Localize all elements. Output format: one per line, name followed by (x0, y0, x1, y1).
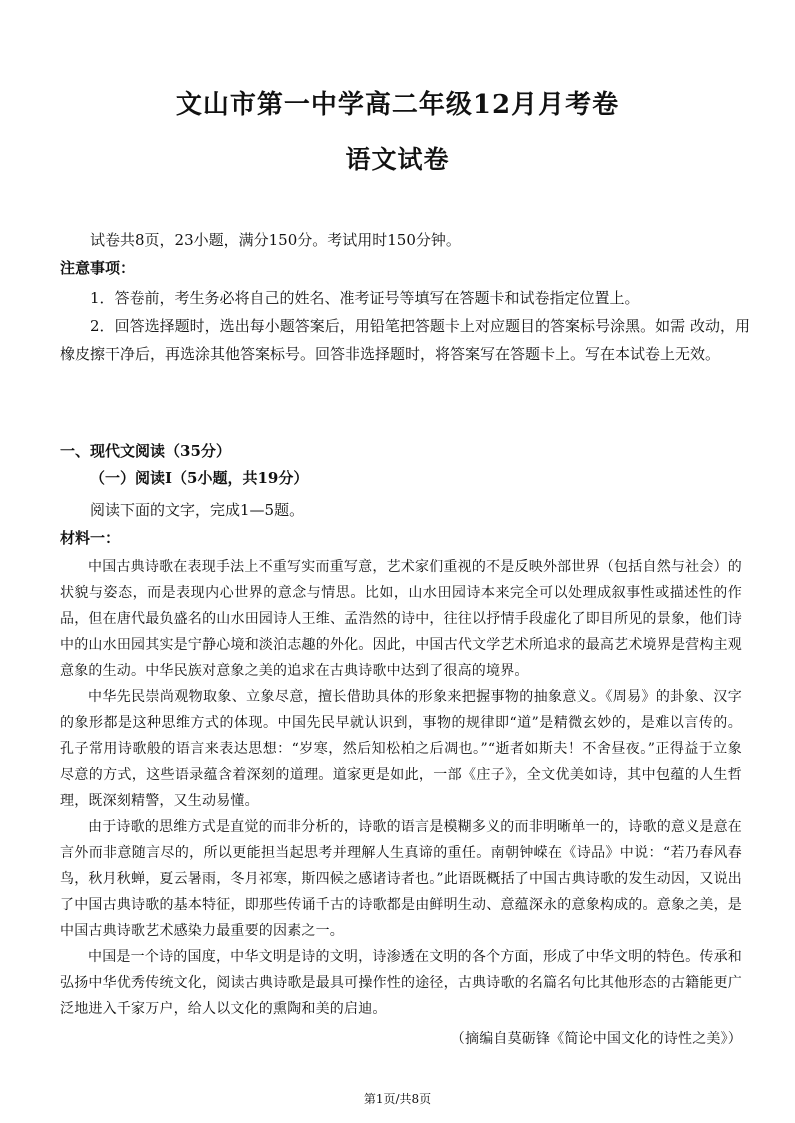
notes-heading: 注意事项： (60, 259, 136, 277)
passage-paragraph: 由于诗歌的思维方式是直觉的而非分析的，诗歌的语言是模糊多义的而非明晰单一的，诗歌的意义是意在言外而非意随言尽的，所以更能担当起思考并理解人生真谛的重任。南朝钟嵘在《诗品》中说：“若乃春风春鸟，秋月秋蝉，夏云暑雨，冬月祁寒，斯四候之感诸诗者也。”此语既概括了中国古典诗歌的发生动因，又说出了中国古典诗歌的基本特征，即那些传诵千古的诗歌都是由鲜明生动、意蕴深永的意象构成的。意象之美，是中国古典诗歌艺术感染力最重要的因素之一。 (60, 819, 742, 939)
passage-paragraph: 中华先民崇尚观物取象、立象尽意，擅长借助具体的形象来把握事物的抽象意义。《周易》的卦象、汉字的象形都是这种思维方式的体现。中国先民早就认识到，事物的规律即“道”是精微玄妙的，是难以言传的。孔子常用诗歌般的语言来表达思想：“岁寒，然后知松柏之后凋也。”“逝者如斯夫！不舍昼夜。”正得益于立象尽意的方式，这些语录蕴含着深刻的道理。道家更是如此，一部《庄子》，全文优美如诗，其中包蕴的人生哲理，既深刻精警，又生动易懂。 (60, 689, 742, 809)
page-number: 第1页/共8页 (363, 1092, 432, 1106)
note-item: 1．答卷前，考生务必将自己的姓名、准考证号等填写在答题卡和试卷指定位置上。 (90, 289, 640, 307)
reading-instruction: 阅读下面的文字，完成1—5题。 (90, 501, 305, 519)
passage-paragraph: 中国古典诗歌在表现手法上不重写实而重写意，艺术家们重视的不是反映外部世界（包括自然与社会）的状貌与姿态，而是表现内心世界的意念与情思。比如，山水田园诗本来完全可以处理成叙事性或描述性的作品，但在唐代最负盛名的山水田园诗人王维、孟浩然的诗中，往往以抒情手段虚化了即目所见的景象，他们诗中的山水田园其实是宁静心境和淡泊志趣的外化。因此，中国古代文学艺术所追求的最高艺术境界是营构主观意象的生动。中华民族对意象之美的追求在古典诗歌中达到了很高的境界。 (60, 559, 742, 679)
exam-info: 试卷共8页，23小题，满分150分。考试用时150分钟。 (90, 231, 461, 249)
passage-source: （摘编自莫砺锋《简论中国文化的诗性之美》） (450, 1031, 742, 1047)
material-label: 材料一： (60, 529, 121, 547)
exam-subtitle: 语文试卷 (345, 145, 450, 174)
section-subheading: （一）阅读Ⅰ（5小题，共19分） (90, 469, 309, 487)
passage-paragraph: 中国是一个诗的国度，中华文明是诗的文明，诗渗透在文明的各个方面，形成了中华文明的特色。传承和弘扬中华优秀传统文化，阅读古典诗歌是最具可操作性的途径，古典诗歌的名篇名句比其他形态的古籍能更广泛地进入千家万户，给人以文化的熏陶和美的启迪。 (60, 949, 742, 1017)
note-item: 2．回答选择题时，选出每小题答案后，用铅笔把答题卡上对应题目的答案标号涂黑。如需 改动，用橡皮擦干净后，再选涂其他答案标号。回答非选择题时，将答案写在答题卡上。写在本试卷上无效。 (60, 317, 750, 363)
section-heading: 一、现代文阅读（35分） (60, 442, 231, 460)
reading-passage (60, 554, 742, 1052)
exam-title: 文山市第一中学高二年级12月月考卷 (175, 90, 620, 120)
notes-list (60, 284, 750, 368)
